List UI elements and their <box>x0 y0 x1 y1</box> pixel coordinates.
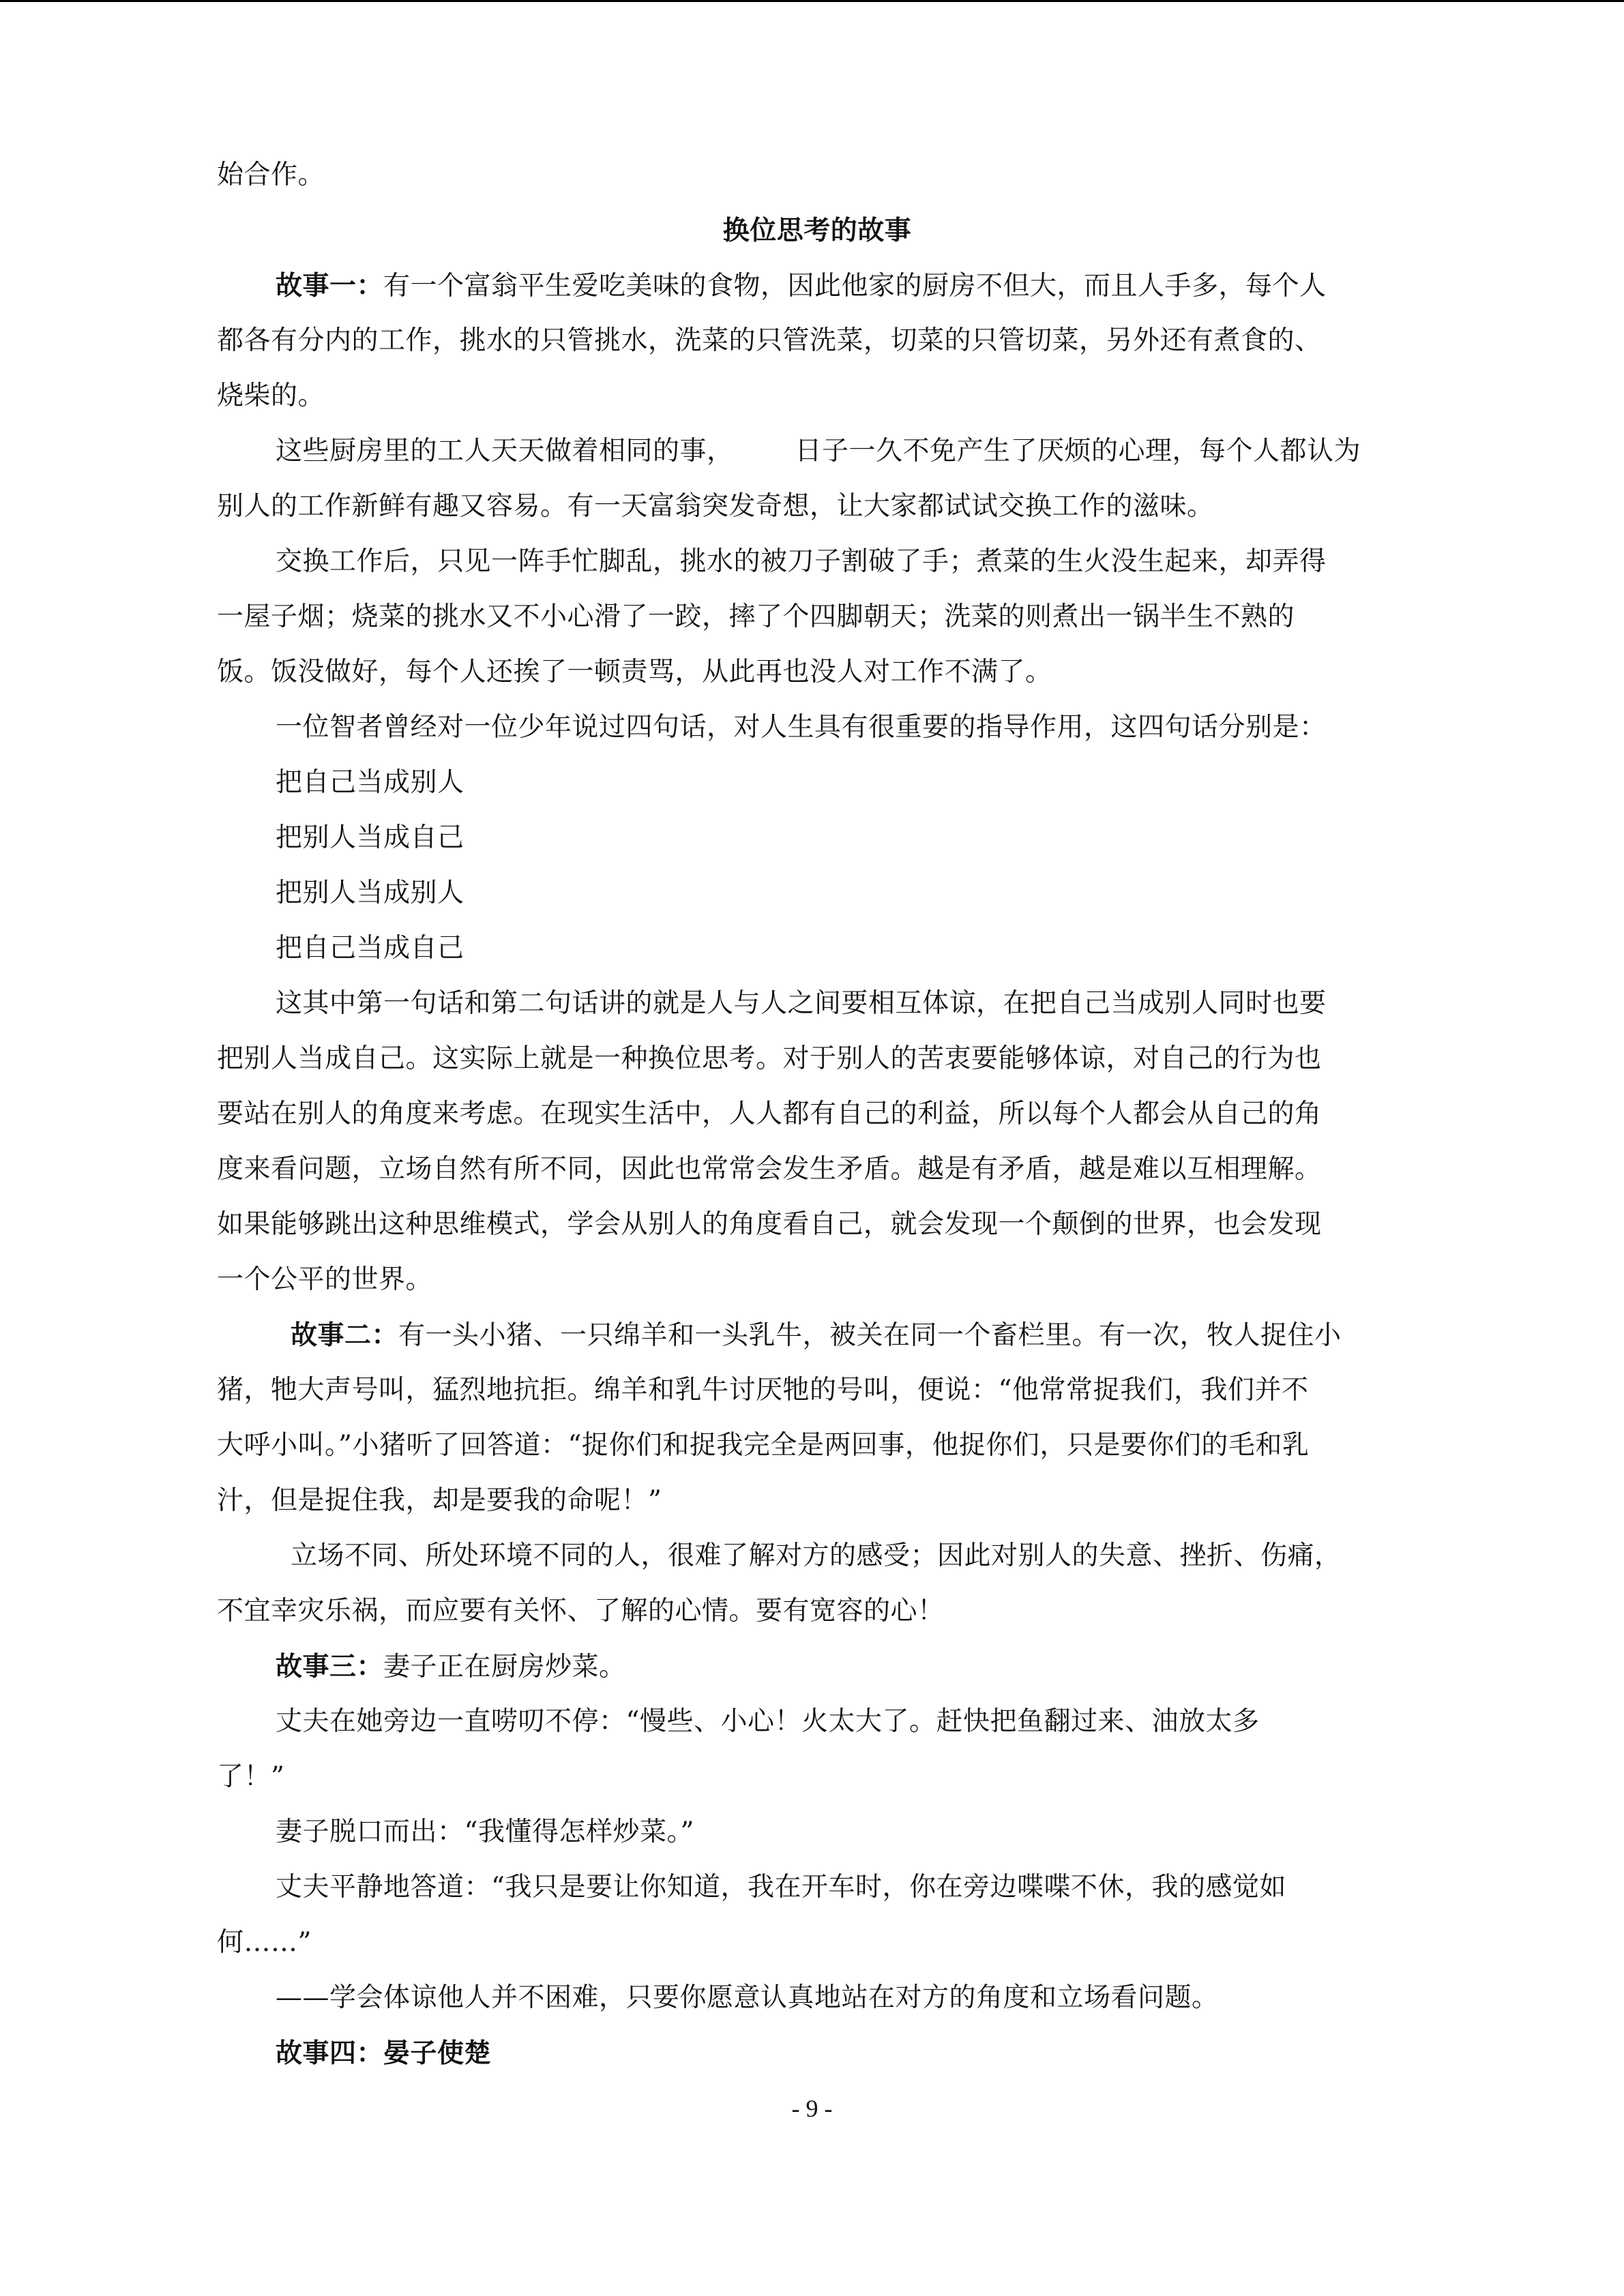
paragraph-line: 把别人当成别人 <box>276 878 464 908</box>
paragraph-text: 日子一久不免产生了厌烦的心理，每个人都认为 <box>795 436 1361 466</box>
paragraph-line: ——学会体谅他人并不困难，只要你愿意认真地站在对方的角度和立场看问题。 <box>276 1982 1219 2013</box>
paragraph-line: 如果能够跳出这种思维模式，学会从别人的角度看自己，就会发现一个颠倒的世界，也会发现 <box>217 1209 1322 1240</box>
paragraph-line: 妻子脱口而出：“我懂得怎样炒菜。” <box>276 1817 694 1847</box>
story-heading-line <box>276 1650 626 1684</box>
page-number: - 9 - <box>791 2095 833 2122</box>
paragraph-line: 了！” <box>217 1761 285 1792</box>
paragraph-line: 烧柴的。 <box>217 381 325 411</box>
story-label: 故事二： <box>291 1320 399 1351</box>
paragraph-line: 把别人当成自己。这实际上就是一种换位思考。对于别人的苦衷要能够体谅，对自己的行为也 <box>217 1043 1322 1074</box>
paragraph-line: 交换工作后，只见一阵手忙脚乱，挑水的被刀子割破了手；煮菜的生火没生起来，却弄得 <box>276 546 1327 577</box>
paragraph-line: 不宜幸灾乐祸，而应要有关怀、了解的心情。要有宽容的心！ <box>217 1596 945 1626</box>
paragraph-text: 这些厨房里的工人天天做着相同的事， <box>276 436 734 466</box>
story-heading-line <box>291 1318 1342 1353</box>
story-heading: 故事四：晏子使楚 <box>276 2038 492 2069</box>
paragraph-line: 一屋子烟；烧菜的挑水又不小心滑了一跤，摔了个四脚朝天；洗菜的则煮出一锅半生不熟的 <box>217 601 1295 632</box>
paragraph-line: 都各有分内的工作，挑水的只管挑水，洗菜的只管洗菜，切菜的只管切菜，另外还有煮食的、 <box>217 325 1322 356</box>
paragraph-line: 立场不同、所处环境不同的人，很难了解对方的感受；因此对别人的失意、挫折、伤痛， <box>291 1540 1342 1571</box>
paragraph-line: 何……” <box>217 1927 312 1958</box>
paragraph-line: 要站在别人的角度来考虑。在现实生活中，人人都有自己的利益，所以每个人都会从自己的角 <box>217 1099 1322 1129</box>
story-heading-line <box>276 269 1327 303</box>
story-label: 故事一： <box>276 270 384 301</box>
section-title: 换位思考的故事 <box>722 215 912 246</box>
paragraph-line: 丈夫在她旁边一直唠叨不停：“慢些、小心！火太大了。赶快把鱼翻过来、油放太多 <box>276 1706 1260 1737</box>
paragraph-line: 汁，但是捉住我，却是要我的命呢！” <box>217 1485 662 1516</box>
paragraph-line: 大呼小叫。”小猪听了回答道：“捉你们和捉我完全是两回事，他捉你们，只是要你们的毛和乳 <box>217 1430 1310 1461</box>
paragraph-line: 把别人当成自己 <box>276 822 464 853</box>
paragraph-line: 一位智者曾经对一位少年说过四句话，对人生具有很重要的指导作用，这四句话分别是： <box>276 712 1327 743</box>
paragraph-line: 饭。饭没做好，每个人还挨了一顿责骂，从此再也没人对工作不满了。 <box>217 657 1052 687</box>
paragraph-line: 把自己当成自己 <box>276 933 464 964</box>
paragraph-line: 别人的工作新鲜有趣又容易。有一天富翁突发奇想，让大家都试试交换工作的滋味。 <box>217 491 1214 522</box>
story-text: 妻子正在厨房炒菜。 <box>383 1652 626 1682</box>
paragraph-line: 一个公平的世界。 <box>217 1264 433 1295</box>
paragraph-line: 度来看问题，立场自然有所不同，因此也常常会发生矛盾。越是有矛盾，越是难以互相理解。 <box>217 1154 1322 1184</box>
story-text: 有一头小猪、一只绵羊和一头乳牛，被关在同一个畜栏里。有一次，牧人捉住小 <box>398 1320 1342 1351</box>
paragraph-line: 这其中第一句话和第二句话讲的就是人与人之间要相互体谅，在把自己当成别人同时也要 <box>276 988 1327 1019</box>
top-rule <box>0 0 1624 2</box>
paragraph-line: 始合作。 <box>217 160 325 190</box>
paragraph-line <box>276 434 1361 468</box>
paragraph-line: 把自己当成别人 <box>276 767 464 798</box>
story-text: 有一个富翁平生爱吃美味的食物，因此他家的厨房不但大，而且人手多，每个人 <box>383 271 1327 301</box>
paragraph-line: 猪，牠大声号叫，猛烈地抗拒。绵羊和乳牛讨厌牠的号叫，便说：“他常常捉我们，我们并不 <box>217 1375 1309 1405</box>
paragraph-line: 丈夫平静地答道：“我只是要让你知道，我在开车时，你在旁边喋喋不休，我的感觉如 <box>276 1872 1286 1903</box>
story-label: 故事三： <box>276 1651 384 1682</box>
